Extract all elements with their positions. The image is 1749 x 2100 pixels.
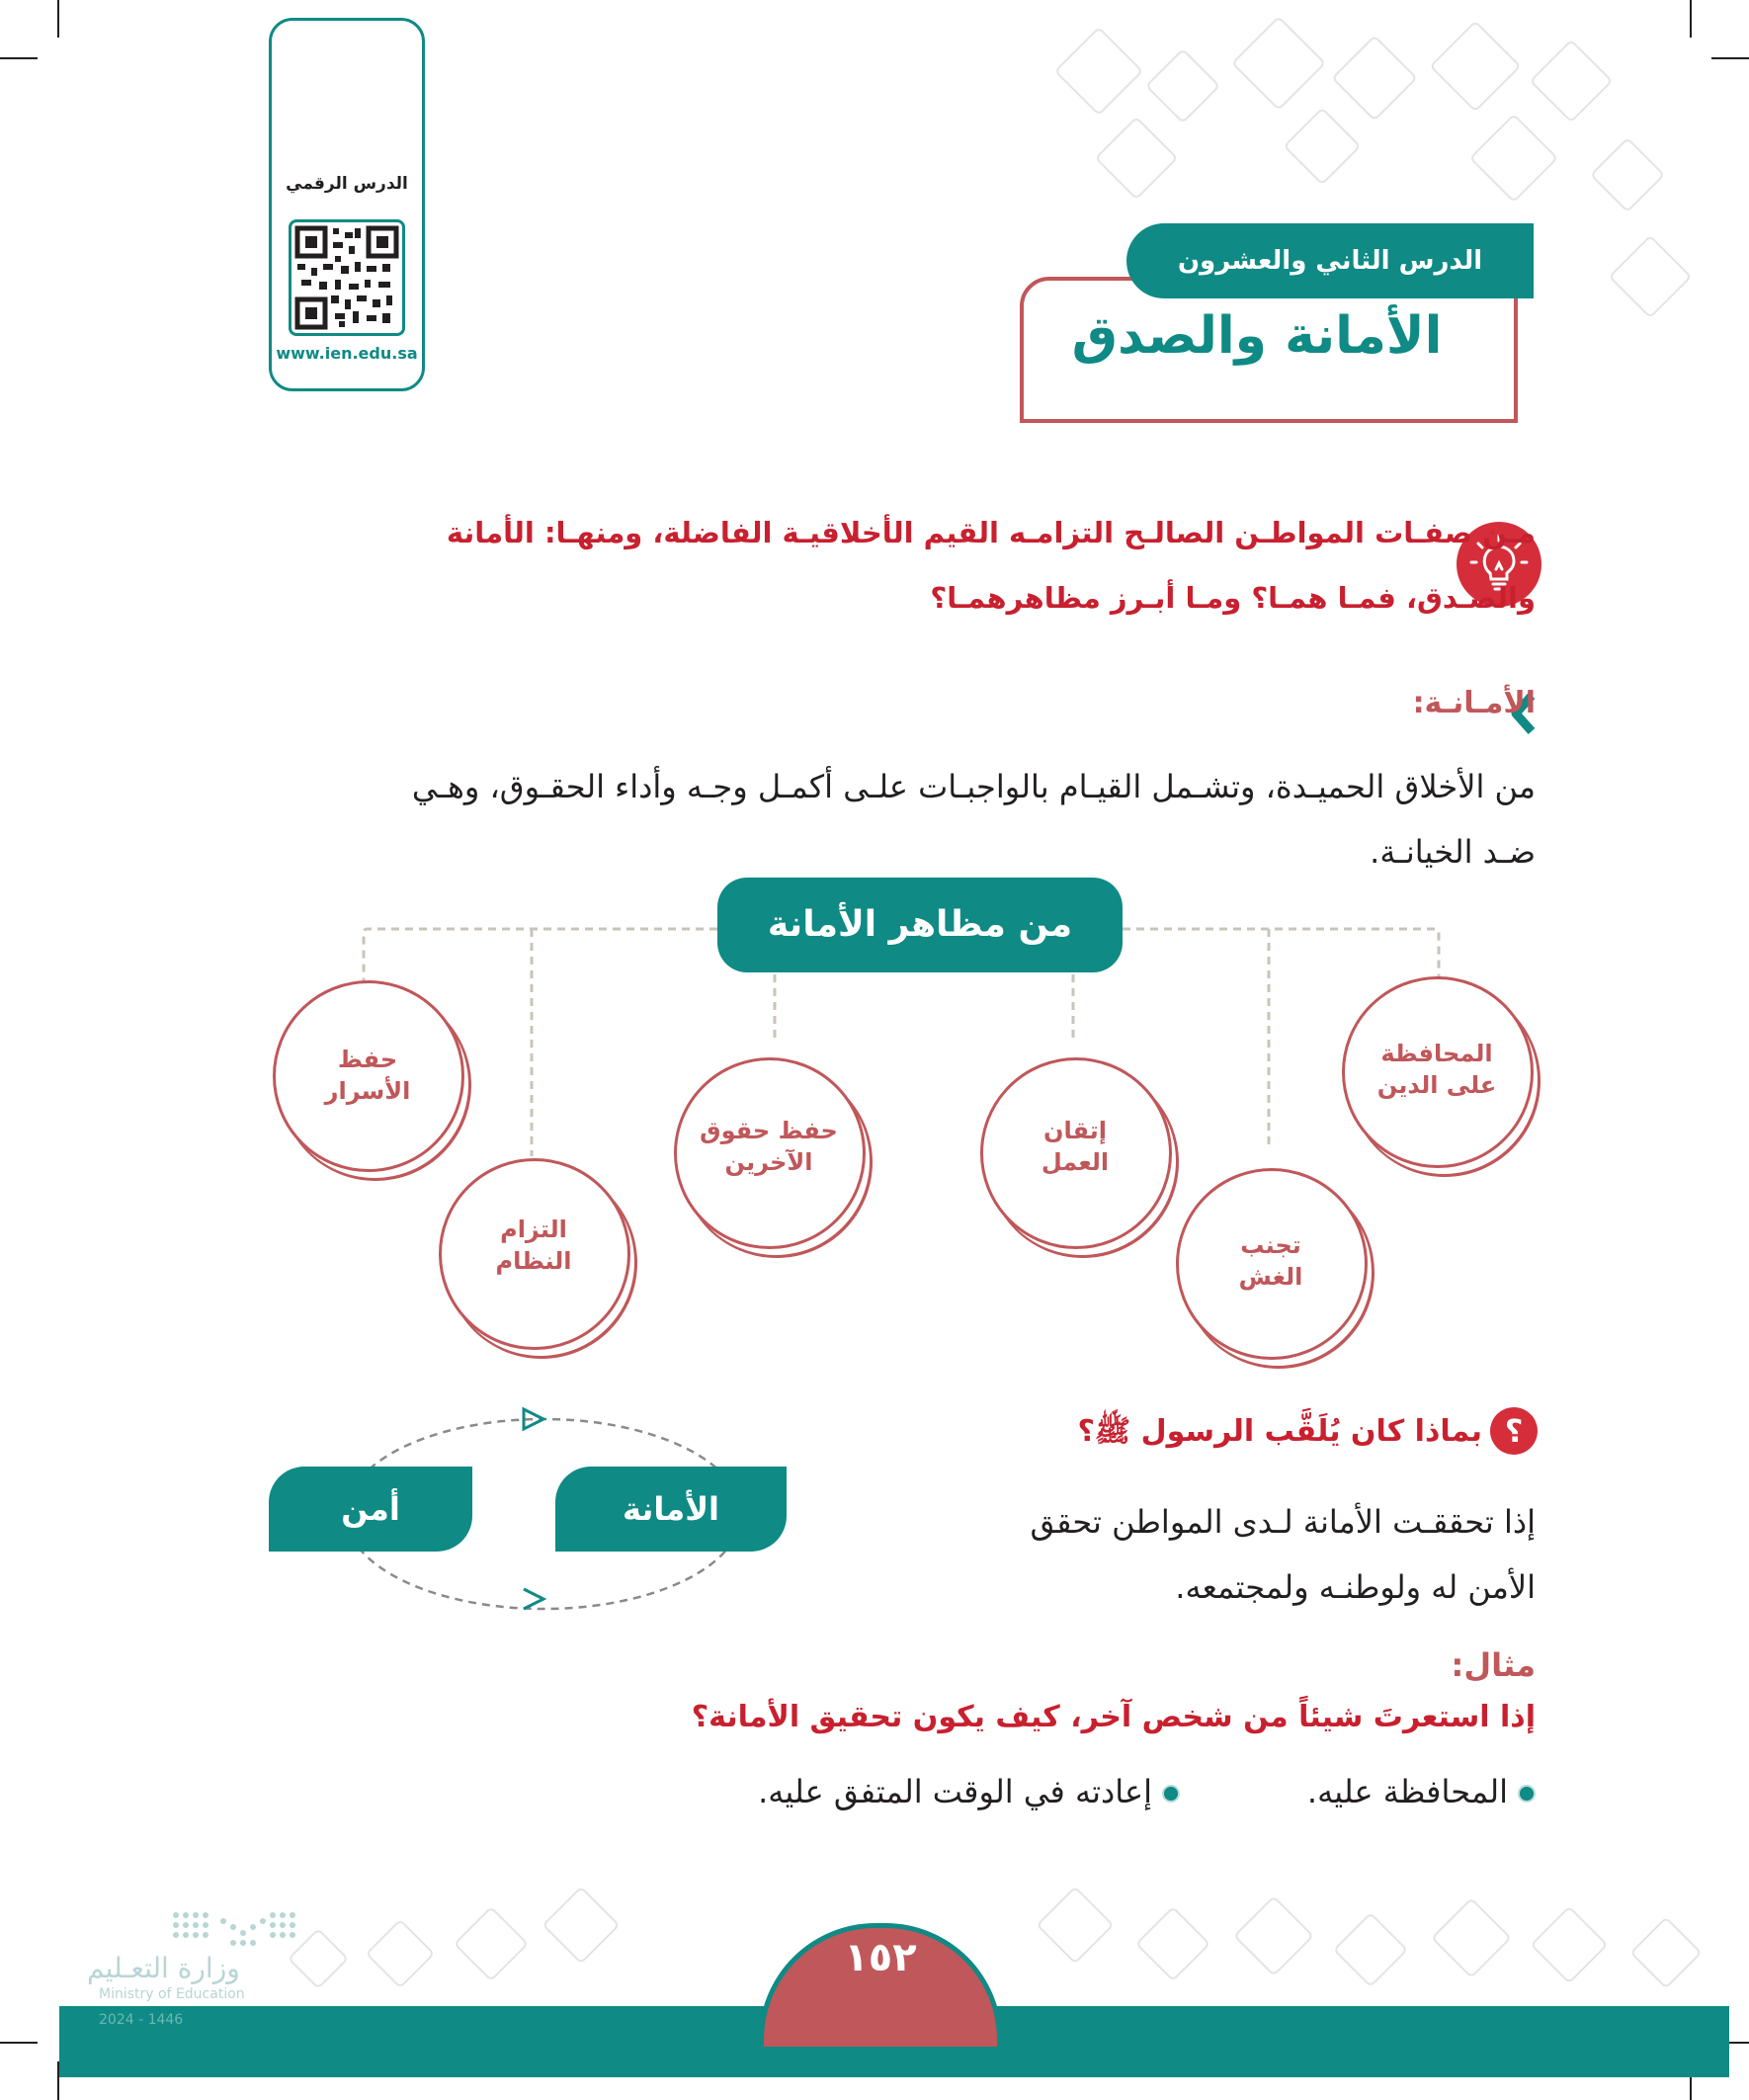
- decorative-pattern: [541, 1886, 620, 1964]
- section-heading: الأمـانـة:: [1412, 686, 1536, 720]
- bullet-icon: [1162, 1785, 1180, 1803]
- security-pill: أمن: [269, 1467, 472, 1552]
- ministry-logo-icon: [168, 1907, 326, 1951]
- question-text: بماذا كان يُلَقَّب الرسول ﷺ؟: [1077, 1414, 1482, 1449]
- crop-mark: [0, 2042, 38, 2044]
- decorative-pattern: [454, 1906, 529, 1981]
- crop-mark: [57, 0, 59, 38]
- aspect-label: التزام النظام: [495, 1216, 572, 1275]
- list-item-text: المحافظة عليه.: [1306, 1773, 1508, 1810]
- page-number: ١٥٢: [844, 1935, 917, 1980]
- decorative-pattern: [1331, 35, 1418, 122]
- decorative-pattern: [1429, 20, 1521, 112]
- digital-lesson-label: الدرس الرقمي: [286, 174, 408, 194]
- ministry-name: وزارة التعـليم: [87, 1952, 240, 1984]
- aspect-label: حفظ حقوق الآخرين: [700, 1117, 838, 1176]
- decorative-pattern: [1283, 107, 1361, 185]
- list-item-text: إعادته في الوقت المتفق عليه.: [758, 1773, 1152, 1810]
- decorative-pattern: [1095, 117, 1179, 201]
- aspect-label: حفظ الأسرار: [324, 1046, 411, 1105]
- list-item: [758, 1773, 1180, 1810]
- intro-text-line: مـن صفـات المواطـن الصالـح التزامـه القيم الأخلاقيـة الفاضلة، ومنهـا: الأمانة: [446, 516, 1536, 549]
- decorative-pattern: [1629, 1916, 1703, 1989]
- lesson-title: الأمانة والصدق: [1071, 306, 1443, 366]
- definition-text: من الأخلاق الحميـدة، وتشـمل القيـام بالواجبـات علـى أكمـل وجـه وأداء الحقـوق، وهـي: [411, 768, 1536, 805]
- aspect-label: المحافظة على الدين: [1376, 1040, 1497, 1099]
- ministry-name-en: Ministry of Education: [99, 1986, 245, 2002]
- decorative-pattern: [1431, 1897, 1512, 1978]
- question-icon: ؟: [1490, 1407, 1538, 1455]
- decorative-pattern: [1036, 1886, 1114, 1964]
- decorative-pattern: [1333, 1912, 1408, 1987]
- decorative-pattern: [1609, 235, 1693, 319]
- decorative-pattern: [1231, 16, 1326, 111]
- bullet-icon: [1518, 1785, 1536, 1803]
- aspect-label: تجنب الغش: [1238, 1231, 1303, 1291]
- crop-mark: [0, 57, 38, 59]
- crop-mark: [1711, 57, 1749, 59]
- list-item: [1307, 1773, 1536, 1810]
- intro-text-line: والصـدق، فمـا همـا؟ ومـا أبـرز مظاهرهمـا؟: [930, 581, 1536, 615]
- crop-mark: [1690, 0, 1692, 38]
- decorative-pattern: [1054, 27, 1144, 117]
- lesson-number: الدرس الثاني والعشرون: [1177, 246, 1483, 276]
- aspect-label: إتقان العمل: [1041, 1117, 1110, 1176]
- decorative-pattern: [1233, 1895, 1314, 1976]
- decorative-pattern: [1135, 1906, 1210, 1981]
- decorative-pattern: [1469, 114, 1559, 204]
- decorative-pattern: [1530, 1905, 1608, 1983]
- diagram-title: من مظاهر الأمانة: [767, 904, 1073, 945]
- decorative-pattern: [366, 1919, 436, 1989]
- decorative-pattern: [1530, 40, 1614, 124]
- qr-code-icon[interactable]: [289, 219, 405, 336]
- example-question: إذا استعرتَ شيئاً من شخص آخر، كيف يكون تحقيق الأمانة؟: [691, 1700, 1536, 1734]
- edition-year: 2024 - 1446: [99, 2012, 184, 2028]
- decorative-pattern: [1145, 48, 1220, 124]
- decorative-pattern: [1590, 137, 1665, 212]
- example-label: مثال:: [1451, 1646, 1536, 1684]
- trustworthiness-pill: الأمانة: [555, 1467, 787, 1552]
- answer-text: إذا تحققـت الأمانة لـدى المواطن تحقق: [1030, 1503, 1536, 1541]
- website-link[interactable]: www.ien.edu.sa: [276, 344, 418, 363]
- answer-text: الأمن له ولوطنـه ولمجتمعه.: [1175, 1568, 1536, 1606]
- definition-text: ضـد الخيانـة.: [1370, 833, 1536, 871]
